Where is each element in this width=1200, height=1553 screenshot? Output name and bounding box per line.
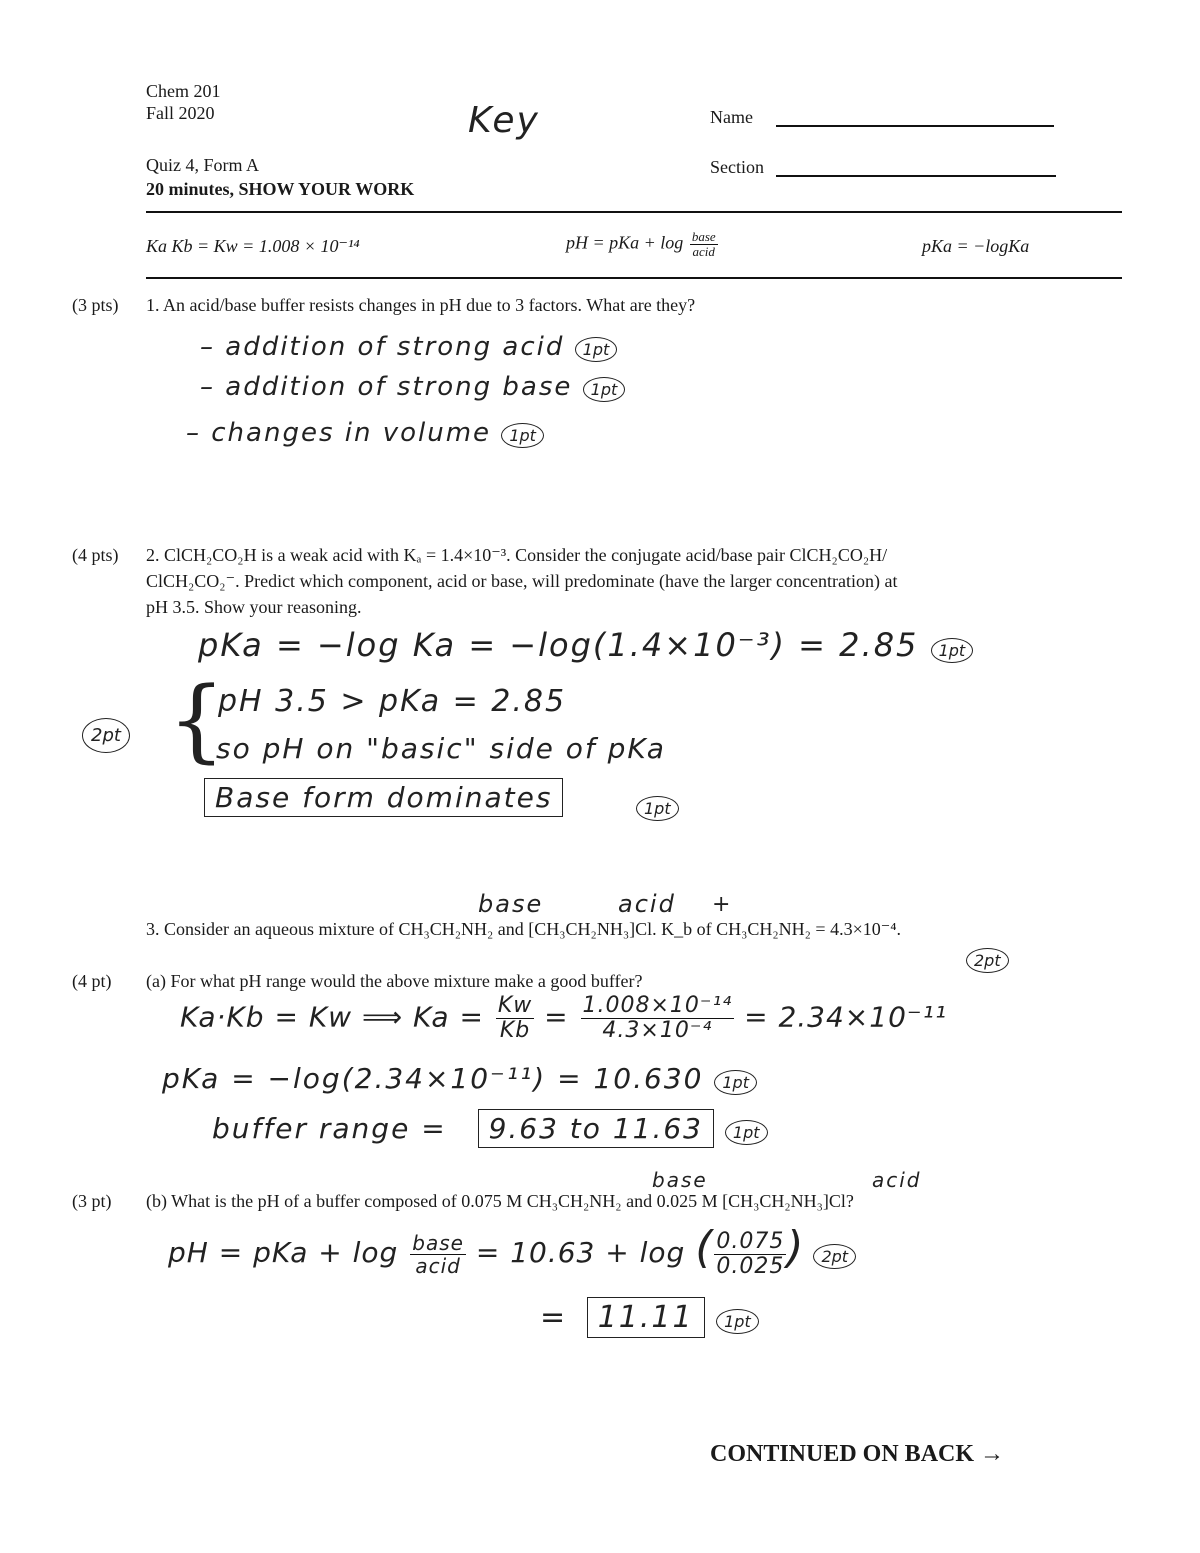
henderson-denominator: acid [692, 244, 715, 259]
quiz-instructions: 20 minutes, SHOW YOUR WORK [146, 179, 415, 199]
q3b-frac-conc-base: 0.075 [716, 1228, 785, 1254]
q3a-buffer-range-label: buffer range = [212, 1112, 447, 1145]
q2-answer-points: 1pt [636, 796, 679, 821]
q3b-result-eq: = [540, 1300, 568, 1335]
bottom-divider [146, 277, 1122, 279]
henderson-numerator: base [691, 229, 716, 244]
q3b-result [540, 1300, 759, 1335]
q3a-work-ka-eq: = [544, 1000, 569, 1034]
q3b-frac-acid: acid [415, 1253, 461, 1278]
henderson-fraction [690, 230, 718, 259]
q3a-work-pka [162, 1062, 757, 1095]
q3b-work-ph-mid: = 10.63 + log [475, 1236, 686, 1269]
henderson-lhs: pH = pKa + log [566, 232, 684, 253]
q3b-answer-points: 1pt [716, 1309, 759, 1334]
name-label: Name [710, 107, 753, 127]
q1-answer-3-points: 1pt [501, 423, 544, 448]
q3b-annotation-acid: acid [872, 1168, 922, 1192]
continued-on-back: CONTINUED ON BACK → [710, 1441, 1005, 1467]
name-line [776, 125, 1054, 127]
q3a-frac-values [581, 994, 735, 1043]
section-line [776, 175, 1056, 177]
q3a-frac-kw: Kw [497, 993, 533, 1018]
q3b-work-ph [168, 1222, 856, 1279]
equation-kw: Ka Kb = Kw = 1.008 × 10⁻¹⁴ [146, 236, 360, 256]
q2-line-1: 2. ClCH₂CO₂H is a weak acid with Kₐ = 1.4×10⁻³. Consider the conjugate acid/base pair ClCH₂CO₂H/ [146, 545, 888, 565]
q3b-points: (3 pt) [72, 1191, 112, 1211]
quiz-form: Quiz 4, Form A [146, 155, 260, 175]
q3a-work-ka [180, 994, 947, 1043]
q3a-frac-kw-kb [496, 994, 534, 1043]
course-title: Chem 201 [146, 81, 221, 101]
q3b-frac-conc-acid: 0.025 [716, 1253, 785, 1279]
q2-answer-points-wrap [636, 796, 679, 821]
q3-annotation-base: base [478, 890, 544, 918]
q3a-answer: 9.63 to 11.63 [478, 1109, 714, 1148]
q2-answer: Base form dominates [204, 778, 563, 817]
q1-answer-2-text: – addition of strong base [200, 372, 573, 402]
key-handwriting: Key [468, 100, 540, 141]
q3a-work-pka-points: 1pt [714, 1070, 757, 1095]
q2-work-pka-points: 1pt [931, 638, 974, 663]
q1-answer-2 [200, 372, 625, 402]
q3a-text: (a) For what pH range would the above mixture make a good buffer? [146, 971, 643, 991]
q1-answer-3 [186, 418, 544, 448]
q3b-paren-open: ( [695, 1222, 713, 1273]
q3b-paren-close: ) [786, 1222, 804, 1273]
q1-answer-1-points: 1pt [575, 337, 618, 362]
q3-annotation-acid: acid [618, 890, 676, 918]
q2-work-pka [198, 626, 973, 664]
q3a-buffer-range [212, 1112, 768, 1145]
q3a-frac-kb: Kb [499, 1018, 531, 1043]
equation-pka: pKa = −logKa [922, 236, 1030, 256]
q3b-frac-base-acid [410, 1232, 466, 1277]
q3a-frac-kw-value: 1.008×10⁻¹⁴ [582, 993, 733, 1018]
q3a-work-ka-text: Ka·Kb = Kw ⟹ Ka = [180, 1000, 484, 1034]
q3a-work-pka-text: pKa = −log(2.34×10⁻¹¹) = 10.630 [162, 1062, 704, 1095]
q2-points: (4 pts) [72, 545, 119, 565]
equation-henderson [566, 230, 718, 259]
q2-line-2: ClCH₂CO₂⁻. Predict which component, acid or base, will predominate (have the larger concentration) at [146, 571, 898, 591]
q3b-text: (b) What is the pH of a buffer composed of 0.075 M CH₃CH₂NH₂ and 0.025 M [CH₃CH₂NH₃]Cl? [146, 1191, 854, 1211]
q3b-annotation-base: base [652, 1168, 708, 1192]
q3-annotation-plus: + [712, 892, 733, 917]
q3b-answer: 11.11 [587, 1297, 705, 1338]
section-label: Section [710, 157, 764, 177]
q1-answer-1-text: – addition of strong acid [200, 332, 565, 362]
q3b-work-ph-points: 2pt [813, 1244, 856, 1269]
q2-work-pka-text: pKa = −log Ka = −log(1.4×10⁻³) = 2.85 [198, 626, 919, 664]
q1-answer-1 [200, 332, 617, 362]
q1-points: (3 pts) [72, 295, 119, 315]
q3-intro: 3. Consider an aqueous mixture of CH₃CH₂NH₂ and [CH₃CH₂NH₃]Cl. K_b of CH₃CH₂NH₂ = 4.3×10⁻⁴. [146, 919, 902, 939]
q3b-work-ph-lhs: pH = pKa + log [168, 1236, 399, 1269]
q1-answer-3-text: – changes in volume [186, 418, 492, 448]
q2-work-compare: pH 3.5 > pKa = 2.85 [218, 684, 567, 719]
q2-line-3: pH 3.5. Show your reasoning. [146, 597, 362, 617]
q3a-frac-kb-value: 4.3×10⁻⁴ [602, 1018, 713, 1043]
term: Fall 2020 [146, 103, 215, 123]
q3a-points-top: 2pt [966, 948, 1009, 973]
q1-text: 1. An acid/base buffer resists changes in pH due to 3 factors. What are they? [146, 295, 696, 315]
q2-bracket-points: 2pt [82, 718, 130, 753]
q3a-points: (4 pt) [72, 971, 112, 991]
q3a-answer-points: 1pt [725, 1120, 768, 1145]
q1-answer-2-points: 1pt [583, 377, 626, 402]
top-divider [146, 211, 1122, 213]
q3a-points-top-wrap [966, 948, 1009, 973]
q3b-frac-conc [714, 1230, 786, 1279]
q2-work-reason: so pH on "basic" side of pKa [216, 732, 666, 765]
q3b-frac-base: base [412, 1230, 464, 1255]
q2-bracket-points-wrap [82, 718, 130, 753]
q2-brace: { [168, 668, 226, 773]
q3a-work-ka-result: = 2.34×10⁻¹¹ [744, 1000, 948, 1034]
